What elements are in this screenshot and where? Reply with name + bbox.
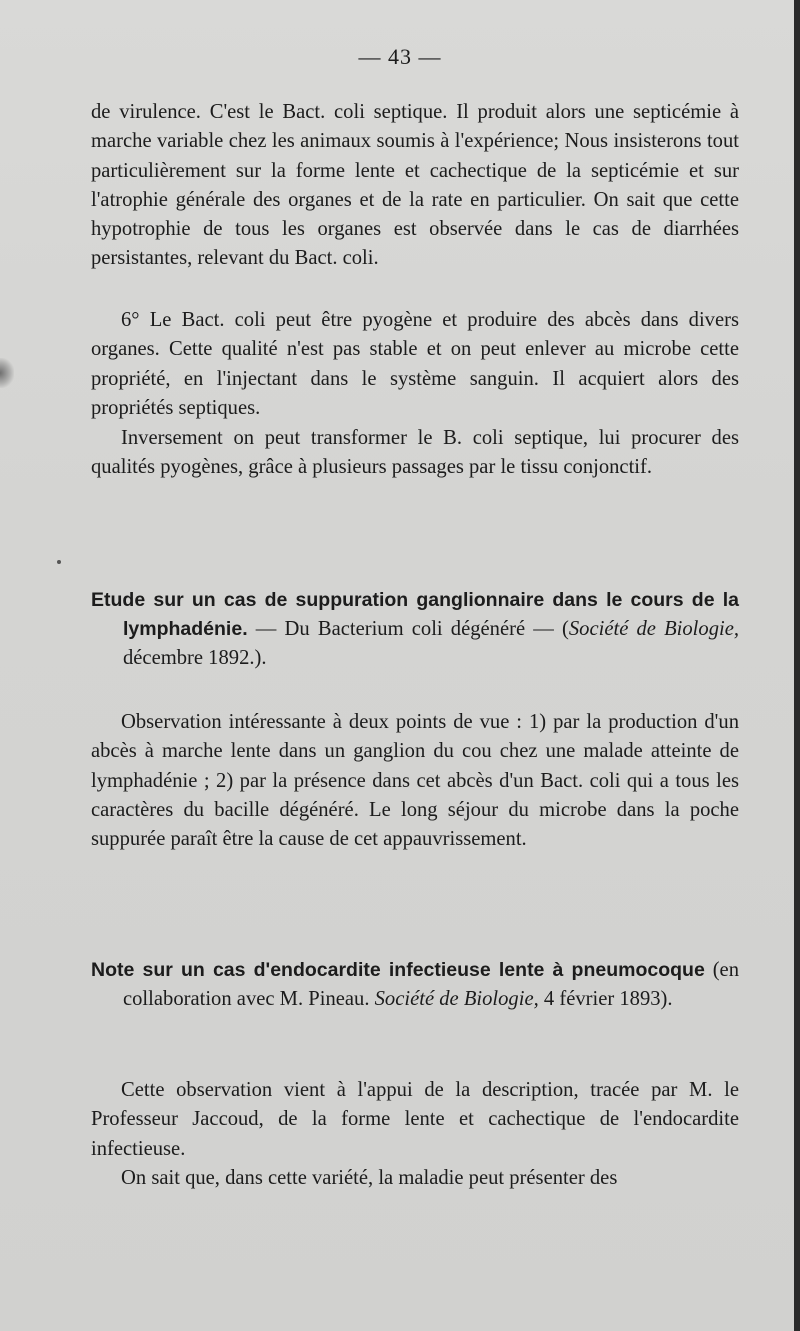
section-heading-endocardite — [91, 956, 739, 1014]
paragraph-observation: Observation intéressante à deux points de vue : 1) par la production d'un abcès à marche lente dans un ganglion du cou chez une malade atteinte de lymphadénie ; 2) par la présence dans cet abcès d'un Bact. coli qui a tous les caractères du bacille dégénéré. Le long séjour du microbe dans la poche suppurée paraît être la cause de cet appauvrissement. — [91, 711, 739, 851]
page-edge-shadow — [794, 0, 800, 1331]
paragraph-inversement: Inversement on peut transformer le B. coli septique, lui procurer des qualités pyogènes, grâce à plusieurs passages par le tissu conjonctif. — [91, 427, 739, 479]
heading-subtitle: — Du Bacterium coli dégénéré — ( — [247, 618, 569, 640]
heading-journal: Société de Biologie, — [374, 988, 539, 1010]
paragraph-cette-observation: Cette observation vient à l'appui de la description, tracée par M. le Professeur Jaccoud, de la forme lente et cachectique de l'endocardite infectieuse. — [91, 1079, 739, 1160]
paragraph-pyogene: 6° Le Bact. coli peut être pyogène et produire des abcès dans divers organes. Cette qualité n'est pas stable et on peut enlever au microbe cette propriété, en l'injectant dans le système sanguin. Il acquiert alors des propriétés septiques. — [91, 309, 739, 419]
heading-journal: Société de Biologie, — [568, 618, 739, 640]
heading-date: 4 février 1893). — [538, 988, 673, 1010]
heading-subtitle: (en collaboration avec M. Pineau. — [123, 959, 739, 1010]
heading-title: Note sur un cas d'endocardite infectieuse lente à pneumocoque — [91, 959, 705, 981]
page-number: — 43 — — [358, 44, 442, 69]
ink-dot — [57, 560, 61, 564]
section-heading-suppuration — [91, 586, 739, 673]
paragraph-on-sait: On sait que, dans cette variété, la maladie peut présenter des — [121, 1167, 618, 1189]
margin-mark — [0, 358, 14, 388]
paragraph-virulence: de virulence. C'est le Bact. coli septique. Il produit alors une septicémie à marche variable chez les animaux soumis à l'expérience; Nous insisterons tout particulièrement sur la forme lente et cachectique de la septicémie et sur l'atrophie générale des organes et de la rate en particulier. On sait que cette hypotrophie de tous les organes est observée dans le cas de diarrhées persistantes, relevant du Bact. coli. — [91, 101, 739, 270]
heading-title: Etude sur un cas de suppuration ganglionnaire dans le cours de la lymphadénie. — [91, 589, 739, 640]
heading-date: décembre 1892.). — [123, 647, 267, 669]
